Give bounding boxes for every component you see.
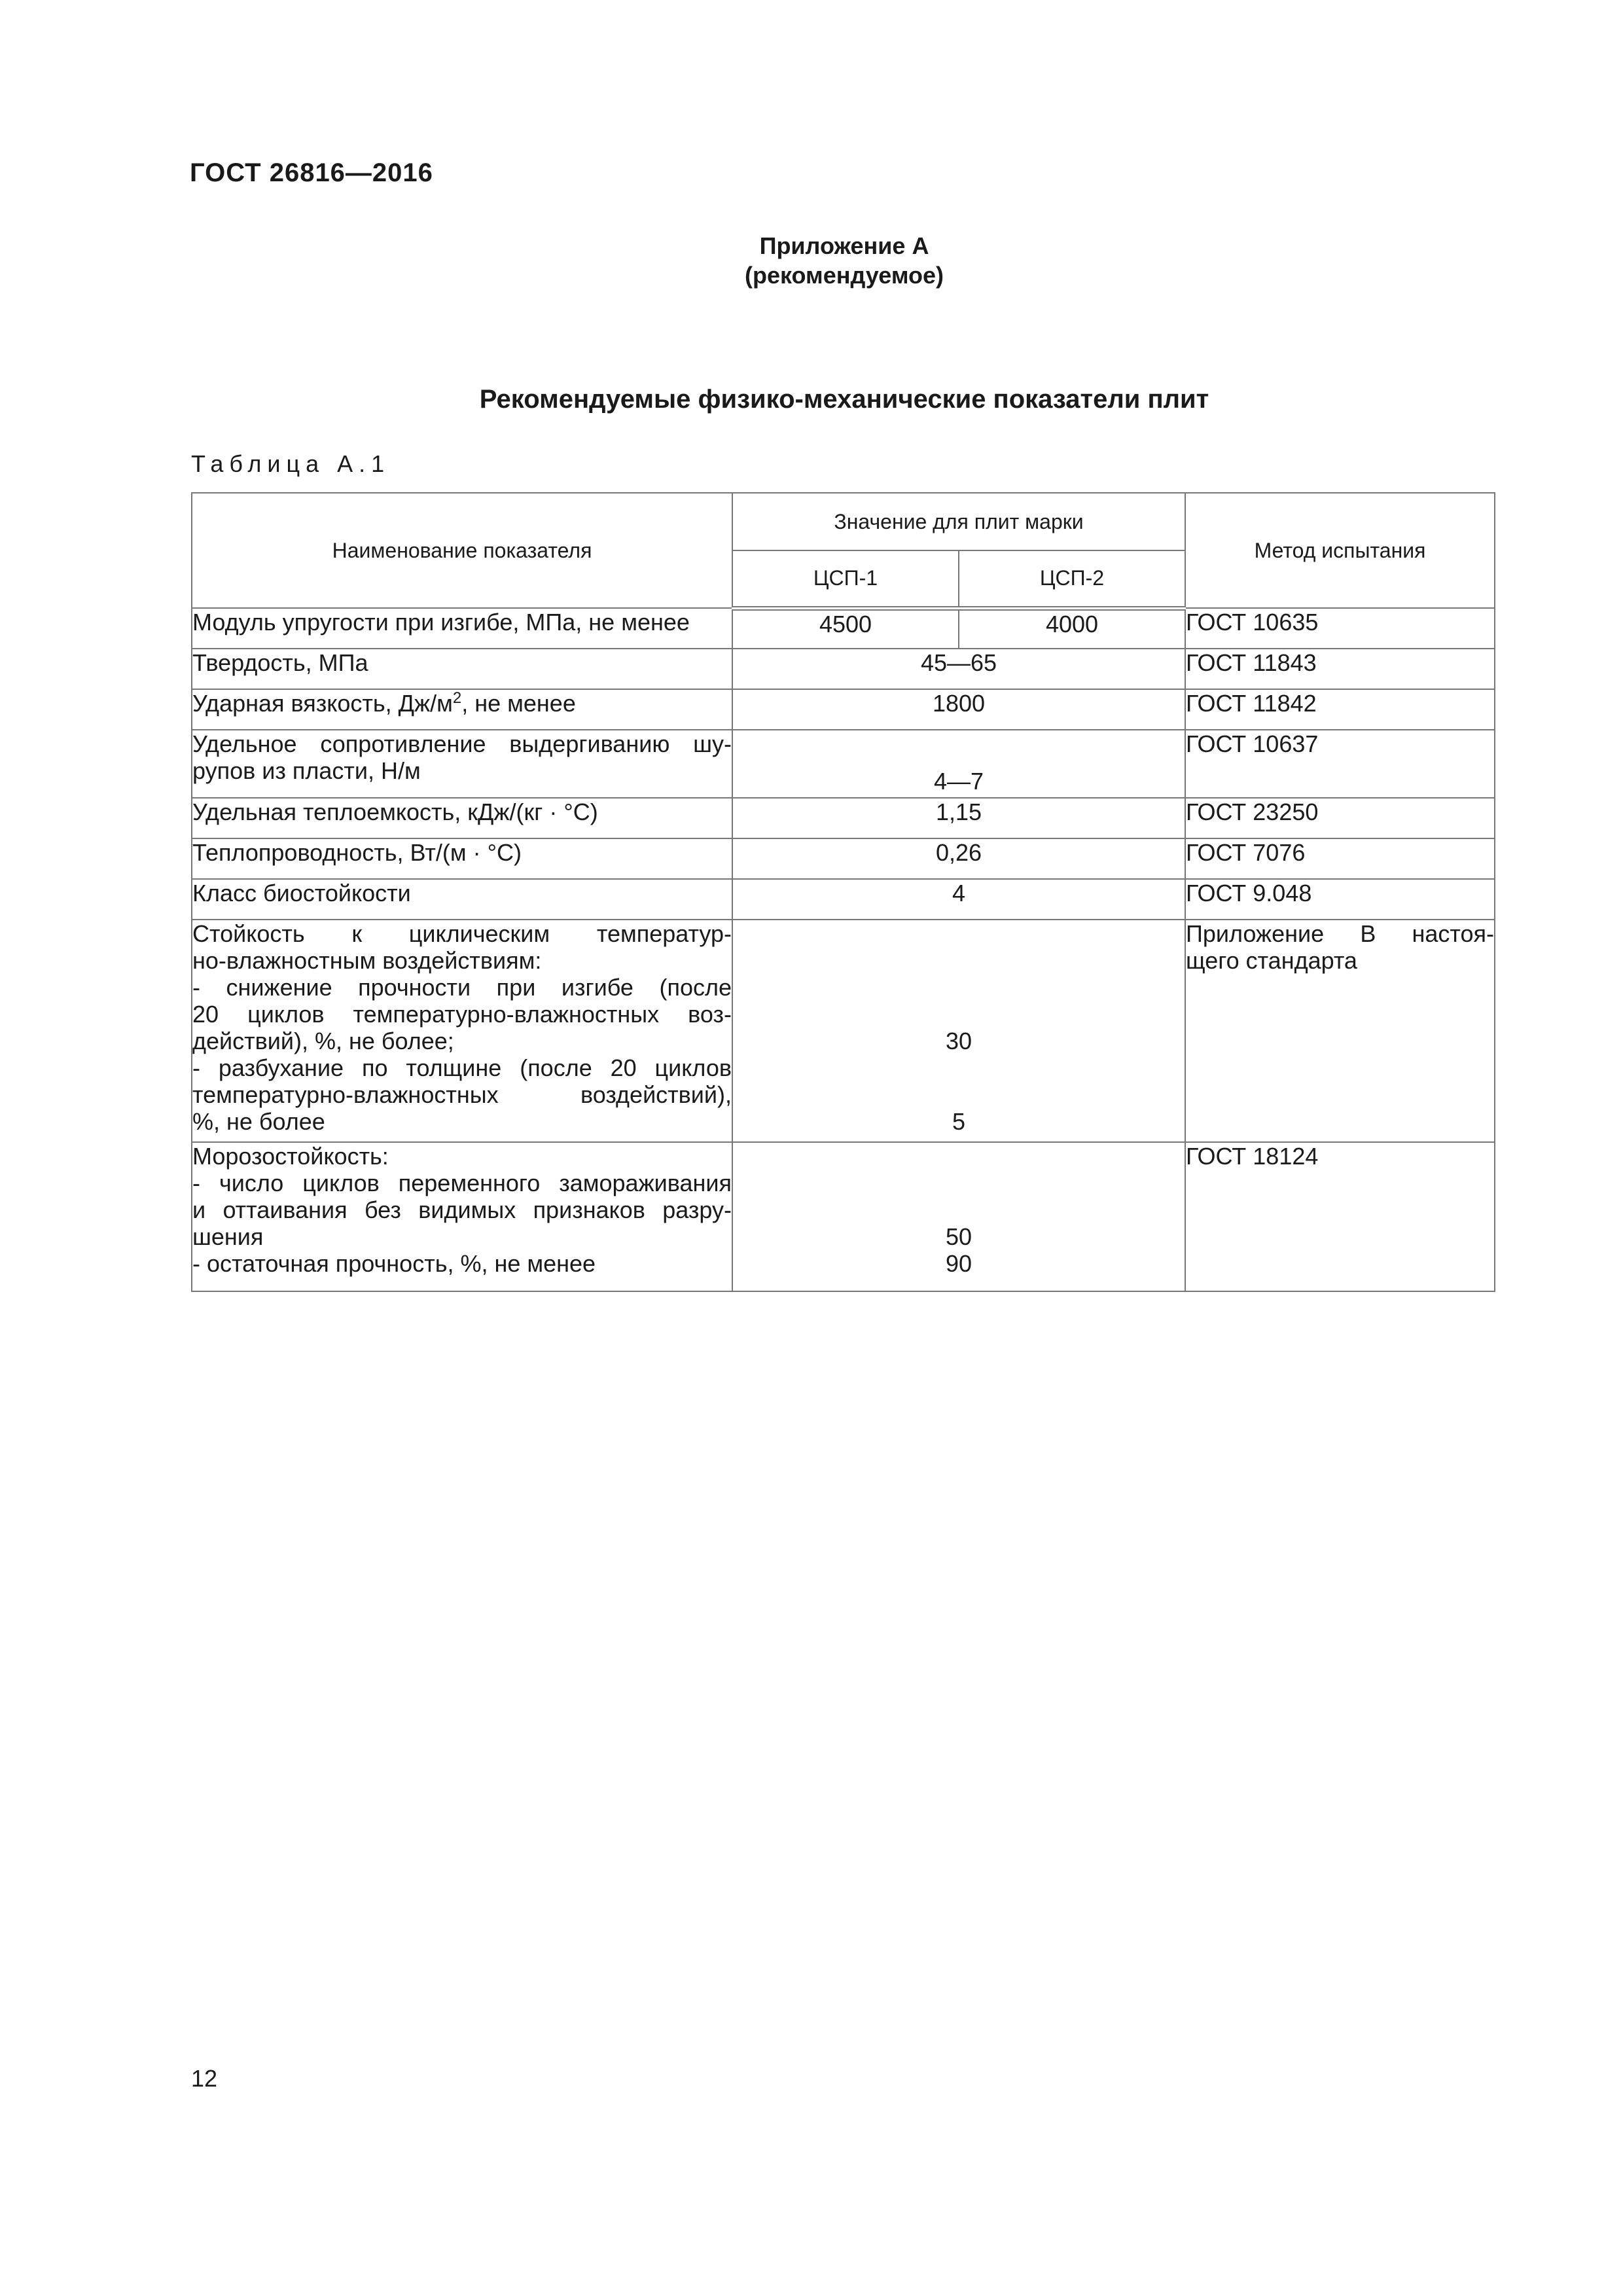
test-method: ГОСТ 9.048: [1185, 879, 1495, 920]
test-method: ГОСТ 7076: [1185, 838, 1495, 879]
indicator-name: Ударная вязкость, $Дж/м^2$, не менее: [192, 689, 732, 730]
table-row: [192, 730, 1495, 798]
table-row: [192, 649, 1495, 689]
page-number: 12: [191, 2065, 218, 2092]
header-indicator-name: Наименование показателя: [192, 493, 732, 608]
value-common: [732, 920, 1185, 1142]
test-method: ГОСТ 10637: [1185, 730, 1495, 798]
header-brand-1: ЦСП-1: [732, 550, 959, 608]
indicator-name: Удельная теплоемкость, кДж/(кг · °С): [192, 798, 732, 838]
value-common: 0,26: [732, 838, 1185, 879]
table-row: [192, 798, 1495, 838]
document-code: ГОСТ 26816—2016: [190, 158, 433, 187]
value-strength-loss: 30: [945, 1028, 972, 1054]
table-row: [192, 838, 1495, 879]
indicator-name: Удельное сопротивление выдергиванию шу- рупов из пласти, Н/м: [192, 730, 732, 798]
indicator-name: Теплопроводность, Вт/(м · °С): [192, 838, 732, 879]
superscript-exponent: 2: [452, 689, 462, 707]
test-method: ГОСТ 23250: [1185, 798, 1495, 838]
table-row: [192, 1142, 1495, 1291]
value-common: 45—65: [732, 649, 1185, 689]
table-caption: Таблица А.1: [191, 450, 391, 477]
value-common: 4: [732, 879, 1185, 920]
table-row: [192, 689, 1495, 730]
indicator-name: Стойкость к циклическим температур- но-влажностным воздействиям: - снижение прочности при изгибе (после 20 циклов температурно-влажностных воз- действий), %, не более; - разбухание по толщине (после 20 циклов температурно-влажностных воздействий), %, не более: [192, 920, 732, 1142]
header-test-method: Метод испытания: [1185, 493, 1495, 608]
value-common: 4—7: [732, 730, 1185, 798]
test-method: ГОСТ 10635: [1185, 608, 1495, 649]
header-brand-2: ЦСП-2: [959, 550, 1185, 608]
test-method: ГОСТ 11842: [1185, 689, 1495, 730]
value-common: 1800: [732, 689, 1185, 730]
indicator-name: Твердость, МПа: [192, 649, 732, 689]
value-residual-strength: 90: [945, 1250, 972, 1277]
value-brand-2: 4000: [959, 608, 1185, 649]
test-method: ГОСТ 11843: [1185, 649, 1495, 689]
test-method: Приложение В настоя- щего стандарта: [1185, 920, 1495, 1142]
indicator-name: Класс биостойкости: [192, 879, 732, 920]
header-values-group: Значение для плит марки: [732, 493, 1185, 550]
table-row: [192, 608, 1495, 649]
annex-title: Приложение А: [759, 232, 929, 259]
value-brand-1: 4500: [732, 608, 959, 649]
indicator-name: Морозостойкость: - число циклов переменного замораживания и оттаивания без видимых признаков разру- шения - остаточная прочность, %, не менее: [192, 1142, 732, 1291]
value-common: [732, 1142, 1185, 1291]
annex-status: (рекомендуемое): [745, 262, 944, 289]
table-row: [192, 920, 1495, 1142]
section-title: Рекомендуемые физико-механические показатели плит: [479, 385, 1209, 414]
value-common: 1,15: [732, 798, 1185, 838]
test-method: ГОСТ 18124: [1185, 1142, 1495, 1291]
table-row: [192, 879, 1495, 920]
indicator-name: Модуль упругости при изгибе, МПа, не менее: [192, 608, 732, 649]
properties-table: [191, 492, 1495, 1292]
value-swelling: 5: [952, 1108, 966, 1135]
value-freeze-cycles: 50: [945, 1223, 972, 1250]
